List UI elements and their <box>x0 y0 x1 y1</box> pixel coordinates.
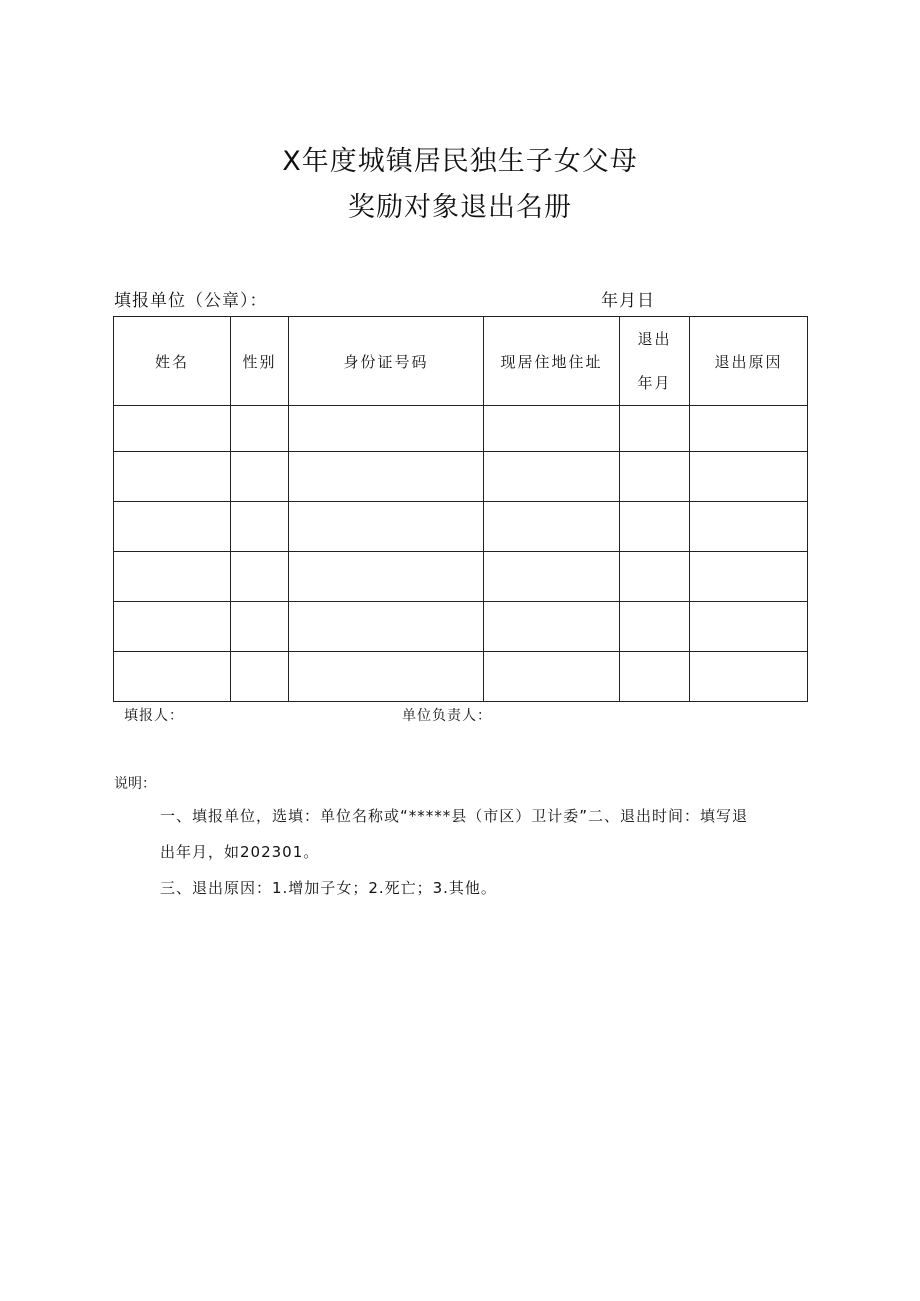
cell-id-number[interactable] <box>289 452 484 502</box>
table-row <box>114 406 808 452</box>
header-exit-month-line2: 年月 <box>637 374 672 392</box>
filler-label: 填报人： <box>124 708 184 724</box>
cell-name[interactable] <box>114 552 231 602</box>
cell-exit-month[interactable] <box>620 452 690 502</box>
cell-exit-reason[interactable] <box>690 406 808 452</box>
document-title-line2: 奖励对象退出名册 <box>348 192 572 223</box>
cell-address[interactable] <box>484 602 620 652</box>
report-date-label: 年月日 <box>601 291 655 311</box>
header-address: 现居住地住址 <box>484 317 620 406</box>
cell-exit-month[interactable] <box>620 552 690 602</box>
cell-exit-month[interactable] <box>620 502 690 552</box>
cell-id-number[interactable] <box>289 406 484 452</box>
table-row <box>114 652 808 702</box>
table-row <box>114 602 808 652</box>
note-line-2: 三、退出原因：1.增加子女；2.死亡；3.其他。 <box>160 879 497 897</box>
header-exit-reason: 退出原因 <box>690 317 808 406</box>
header-exit-month <box>620 317 690 406</box>
cell-name[interactable] <box>114 502 231 552</box>
cell-id-number[interactable] <box>289 552 484 602</box>
cell-gender[interactable] <box>231 602 289 652</box>
header-exit-month-line1: 退出 <box>637 330 672 348</box>
cell-gender[interactable] <box>231 452 289 502</box>
cell-id-number[interactable] <box>289 652 484 702</box>
cell-address[interactable] <box>484 652 620 702</box>
exit-roster-table <box>113 316 808 702</box>
cell-exit-reason[interactable] <box>690 602 808 652</box>
table-row <box>114 452 808 502</box>
header-gender: 性别 <box>231 317 289 406</box>
cell-exit-month[interactable] <box>620 602 690 652</box>
cell-address[interactable] <box>484 452 620 502</box>
cell-exit-reason[interactable] <box>690 452 808 502</box>
cell-id-number[interactable] <box>289 502 484 552</box>
reporting-unit-label: 填报单位（公章）： <box>114 291 268 311</box>
cell-address[interactable] <box>484 502 620 552</box>
note-line-1-continued: 出年月，如202301。 <box>160 843 320 861</box>
cell-gender[interactable] <box>231 652 289 702</box>
cell-gender[interactable] <box>231 502 289 552</box>
table-row <box>114 552 808 602</box>
cell-gender[interactable] <box>231 552 289 602</box>
cell-name[interactable] <box>114 652 231 702</box>
cell-id-number[interactable] <box>289 602 484 652</box>
cell-name[interactable] <box>114 602 231 652</box>
note-line-1: 一、填报单位，选填：单位名称或“*****县（市区）卫计委”二、退出时间：填写退 <box>160 807 749 825</box>
cell-exit-reason[interactable] <box>690 502 808 552</box>
cell-name[interactable] <box>114 452 231 502</box>
cell-exit-month[interactable] <box>620 406 690 452</box>
cell-address[interactable] <box>484 552 620 602</box>
notes-label: 说明： <box>114 776 156 792</box>
document-title-line1: X年度城镇居民独生子女父母 <box>282 146 638 177</box>
cell-exit-month[interactable] <box>620 652 690 702</box>
header-id-number: 身份证号码 <box>289 317 484 406</box>
table-header-row <box>114 317 808 406</box>
cell-exit-reason[interactable] <box>690 552 808 602</box>
cell-exit-reason[interactable] <box>690 652 808 702</box>
cell-name[interactable] <box>114 406 231 452</box>
cell-gender[interactable] <box>231 406 289 452</box>
header-name: 姓名 <box>114 317 231 406</box>
cell-address[interactable] <box>484 406 620 452</box>
responsible-person-label: 单位负责人： <box>402 708 492 724</box>
table-row <box>114 502 808 552</box>
